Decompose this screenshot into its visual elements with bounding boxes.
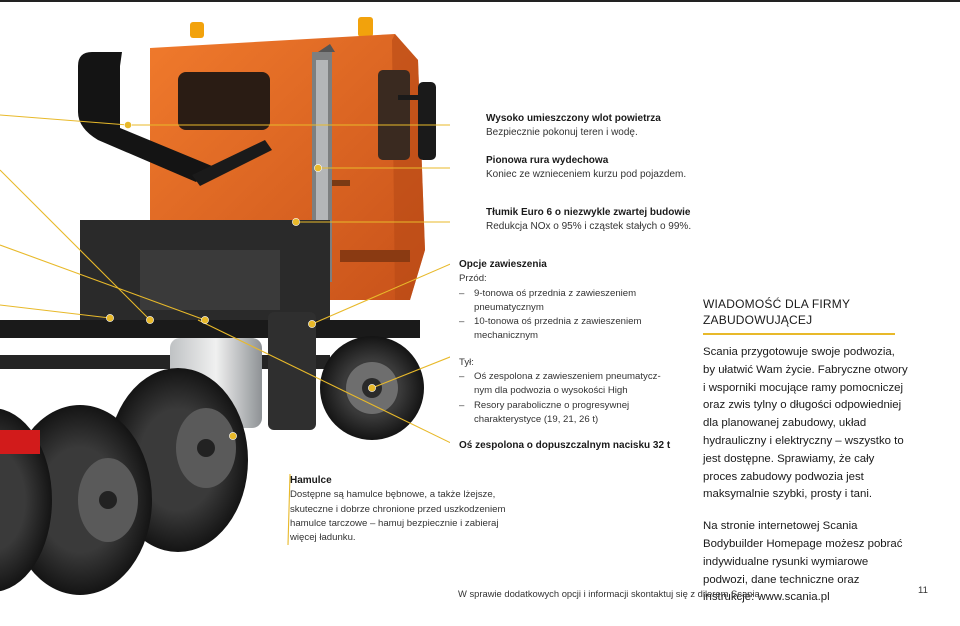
heading-rule (703, 333, 895, 335)
brakes-desc: Dostępne są hamulce bębnowe, a także lżejsze, skuteczne i dobrze chronione przed uszkodzeniem hamulce tarczowe – hamuj bezpiecznie i zabieraj więcej ładunku. (290, 489, 506, 544)
brakes-title: Hamulce (290, 475, 332, 486)
list-item: – 9-tonowa oś przednia z zawieszeniem pneumatycznym (459, 287, 674, 316)
sidebar-paragraph: Scania przygotowuje swoje podwozia, by ułatwić Wam życie. Fabryczne otwory i wsporniki mocujące ramy pomocniczej oraz zwis tylny o długości odpowiedniej dla planowanej zabudowy, układ hydrauliczny i elektryczny – wszystko to jest dostępne. Sprawiamy, że cały proces zabudowy podwozia jest maksymalnie szybki, prosty i tani. (703, 346, 908, 501)
front-label: Przód: (459, 273, 487, 285)
bodybuilder-message (703, 296, 908, 607)
sidebar-heading: WIADOMOŚĆ DLA FIRMY ZABUDOWUJĄCEJ (703, 297, 850, 327)
tandem-axle-note: Oś zespolona o dopuszczalnym nacisku 32 t (459, 440, 671, 452)
page-number: 11 (918, 585, 928, 596)
callout-title: Pionowa rura wydechowa (486, 155, 609, 166)
callout-desc: Redukcja NOx o 95% i cząstek stałych o 99%. (486, 221, 692, 232)
list-item: – Oś zespolona z zawieszeniem pneumatycznym dla podwozia o wysokości High (459, 370, 674, 399)
brakes-info (290, 474, 510, 545)
footer-note: W sprawie dodatkowych opcji i informacji skontaktuj się z dilerem Scania. (458, 588, 763, 599)
list-item: – Resory paraboliczne o progresywnej charakterystyce (19, 21, 26 t) (459, 399, 674, 428)
callout-title: Tłumik Euro 6 o niezwykle zwartej budowie (486, 207, 691, 218)
sidebar-paragraph: Na stronie internetowej Scania Bodybuilder Homepage możesz pobrać indywidualne rysunki wymiarowe podwozi, dane techniczne oraz instrukcje: www.scania.pl (703, 520, 903, 604)
callout-air-intake (486, 112, 661, 140)
callout-exhaust (486, 154, 686, 182)
list-item: – 10-tonowa oś przednia z zawieszeniem mechanicznym (459, 315, 674, 344)
suspension-options (459, 258, 674, 454)
front-list (459, 287, 674, 344)
rear-label: Tył: (459, 356, 474, 368)
callout-title: Wysoko umieszczony wlot powietrza (486, 113, 661, 124)
suspension-title: Opcje zawieszenia (459, 259, 547, 270)
rear-list (459, 370, 674, 427)
callout-desc: Koniec ze wznieceniem kurzu pod pojazdem. (486, 169, 687, 180)
callout-desc: Bezpiecznie pokonuj teren i wodę. (486, 127, 638, 138)
callout-silencer (486, 206, 691, 234)
